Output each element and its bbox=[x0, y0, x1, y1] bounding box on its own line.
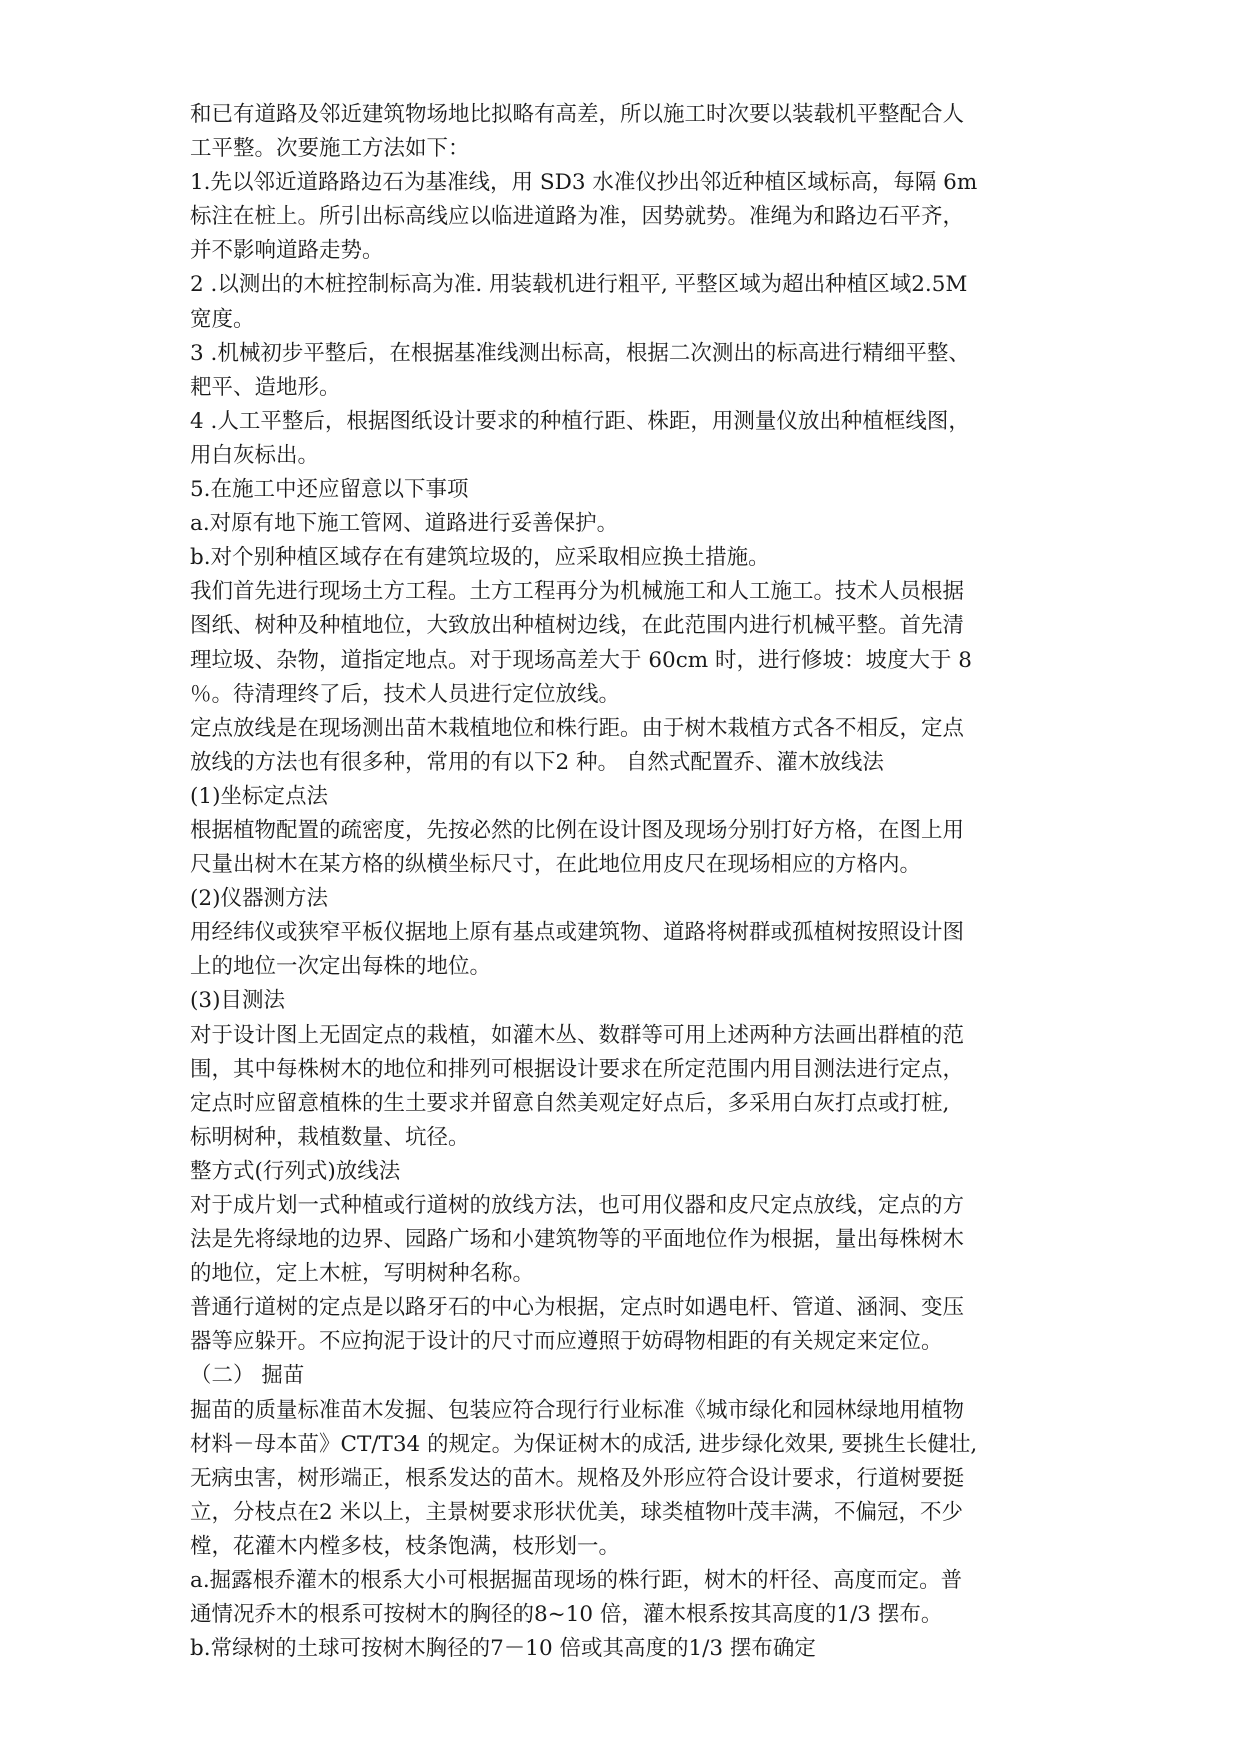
text-line: （二） 掘苗 bbox=[190, 1363, 305, 1389]
text-line: 用经纬仪或狭窄平板仪据地上原有基点或建筑物、道路将树群或孤植树按照设计图 bbox=[190, 920, 965, 946]
text-line: b.常绿树的土球可按树木胸径的7－10 倍或其高度的1/3 摆布确定 bbox=[190, 1636, 816, 1662]
text-line: 工平整。次要施工方法如下： bbox=[190, 136, 470, 162]
text-line: 器等应躲开。不应拘泥于设计的尺寸而应遵照于妨碍物相距的有关规定来定位。 bbox=[190, 1329, 943, 1355]
body-text bbox=[190, 98, 1090, 1666]
text-line: 围，其中每株树木的地位和排列可根据设计要求在所定范围内用目测法进行定点， bbox=[190, 1056, 965, 1082]
text-line: 材料－母本苗》CT/T34 的规定。为保证树木的成活, 进步绿化效果, 要挑生长健壮, bbox=[190, 1431, 978, 1457]
text-line: 4 .人工平整后，根据图纸设计要求的种植行距、株距，用测量仪放出种植框线图， bbox=[190, 408, 970, 434]
text-line: (3)目测法 bbox=[190, 988, 285, 1014]
text-line: 定点放线是在现场测出苗木栽植地位和株行距。由于树木栽植方式各不相反，定点 bbox=[190, 715, 965, 741]
text-line: 樘，花灌木内樘多枝，枝条饱满，枝形划一。 bbox=[190, 1533, 621, 1559]
text-line: 标明树种，栽植数量、坑径。 bbox=[190, 1124, 470, 1150]
text-line: 理垃圾、杂物，道指定地点。对于现场高差大于 60cm 时，进行修坡：坡度大于 8 bbox=[190, 647, 972, 673]
text-line: 整方式(行列式)放线法 bbox=[190, 1158, 401, 1184]
text-line: 上的地位一次定出每株的地位。 bbox=[190, 954, 492, 980]
text-line: 对于成片划一式种植或行道树的放线方法，也可用仪器和皮尺定点放线，定点的方 bbox=[190, 1193, 965, 1218]
text-line: 3 .机械初步平整后，在根据基准线测出标高，根据二次测出的标高进行精细平整、 bbox=[190, 340, 970, 366]
text-line: 标注在桩上。所引出标高线应以临进道路为准，因势就势。准绳为和路边石平齐， bbox=[190, 204, 965, 230]
text-line: 和已有道路及邻近建筑物场地比拟略有高差，所以施工时次要以装载机平整配合人 bbox=[190, 102, 965, 127]
text-line: 放线的方法也有很多种，常用的有以下2 种。 自然式配置乔、灌木放线法 bbox=[190, 749, 884, 775]
text-line: 2 .以测出的木桩控制标高为准. 用装载机进行粗平, 平整区域为超出种植区域2.5M bbox=[190, 272, 968, 298]
text-line: 用白灰标出。 bbox=[190, 442, 320, 468]
text-line: 并不影响道路走势。 bbox=[190, 238, 384, 264]
text-line: 对于设计图上无固定点的栽植，如灌木丛、数群等可用上述两种方法画出群植的范 bbox=[190, 1022, 965, 1048]
text-line: 的地位，定上木桩，写明树种名称。 bbox=[190, 1261, 535, 1287]
text-line: ％。待清理终了后，技术人员进行定位放线。 bbox=[190, 681, 621, 707]
text-line: 我们首先进行现场土方工程。土方工程再分为机械施工和人工施工。技术人员根据 bbox=[190, 579, 965, 605]
text-line: a.对原有地下施工管网、道路进行妥善保护。 bbox=[190, 511, 619, 537]
text-line: a.掘露根乔灌木的根系大小可根据掘苗现场的株行距，树木的杆径、高度而定。普 bbox=[190, 1568, 963, 1594]
text-line: b.对个别种植区域存在有建筑垃圾的，应采取相应换土措施。 bbox=[190, 545, 770, 571]
text-line: 5.在施工中还应留意以下事项 bbox=[190, 477, 469, 503]
text-line: 立，分枝点在2 米以上，主景树要求形状优美，球类植物叶茂丰满，不偏冠，不少 bbox=[190, 1499, 964, 1525]
text-line: 掘苗的质量标准苗木发掘、包装应符合现行行业标准《城市绿化和园林绿地用植物 bbox=[190, 1397, 965, 1423]
text-line: 1.先以邻近道路路边石为基准线，用 SD3 水准仪抄出邻近种植区域标高，每隔 6m bbox=[190, 170, 978, 196]
text-line: 通情况乔木的根系可按树木的胸径的8~10 倍，灌木根系按其高度的1/3 摆布。 bbox=[190, 1602, 943, 1628]
text-line: 耙平、造地形。 bbox=[190, 374, 341, 400]
text-line: 法是先将绿地的边界、园路广场和小建筑物等的平面地位作为根据，量出每株树木 bbox=[190, 1227, 965, 1253]
text-line: (2)仪器测方法 bbox=[190, 886, 328, 912]
text-line: 图纸、树种及种植地位，大致放出种植树边线，在此范围内进行机械平整。首先清 bbox=[190, 613, 965, 639]
text-line: 无病虫害，树形端正，根系发达的苗木。规格及外形应符合设计要求，行道树要挺 bbox=[190, 1465, 965, 1491]
text-line: (1)坐标定点法 bbox=[190, 783, 328, 809]
text-line: 宽度。 bbox=[190, 306, 255, 332]
text-line: 根据植物配置的疏密度，先按必然的比例在设计图及现场分别打好方格，在图上用 bbox=[190, 817, 965, 843]
text-line: 定点时应留意植株的生土要求并留意自然美观定好点后，多采用白灰打点或打桩, bbox=[190, 1090, 950, 1116]
text-line: 普通行道树的定点是以路牙石的中心为根据，定点时如遇电杆、管道、涵洞、变压 bbox=[190, 1295, 965, 1321]
text-line: 尺量出树木在某方格的纵横坐标尺寸，在此地位用皮尺在现场相应的方格内。 bbox=[190, 852, 922, 878]
